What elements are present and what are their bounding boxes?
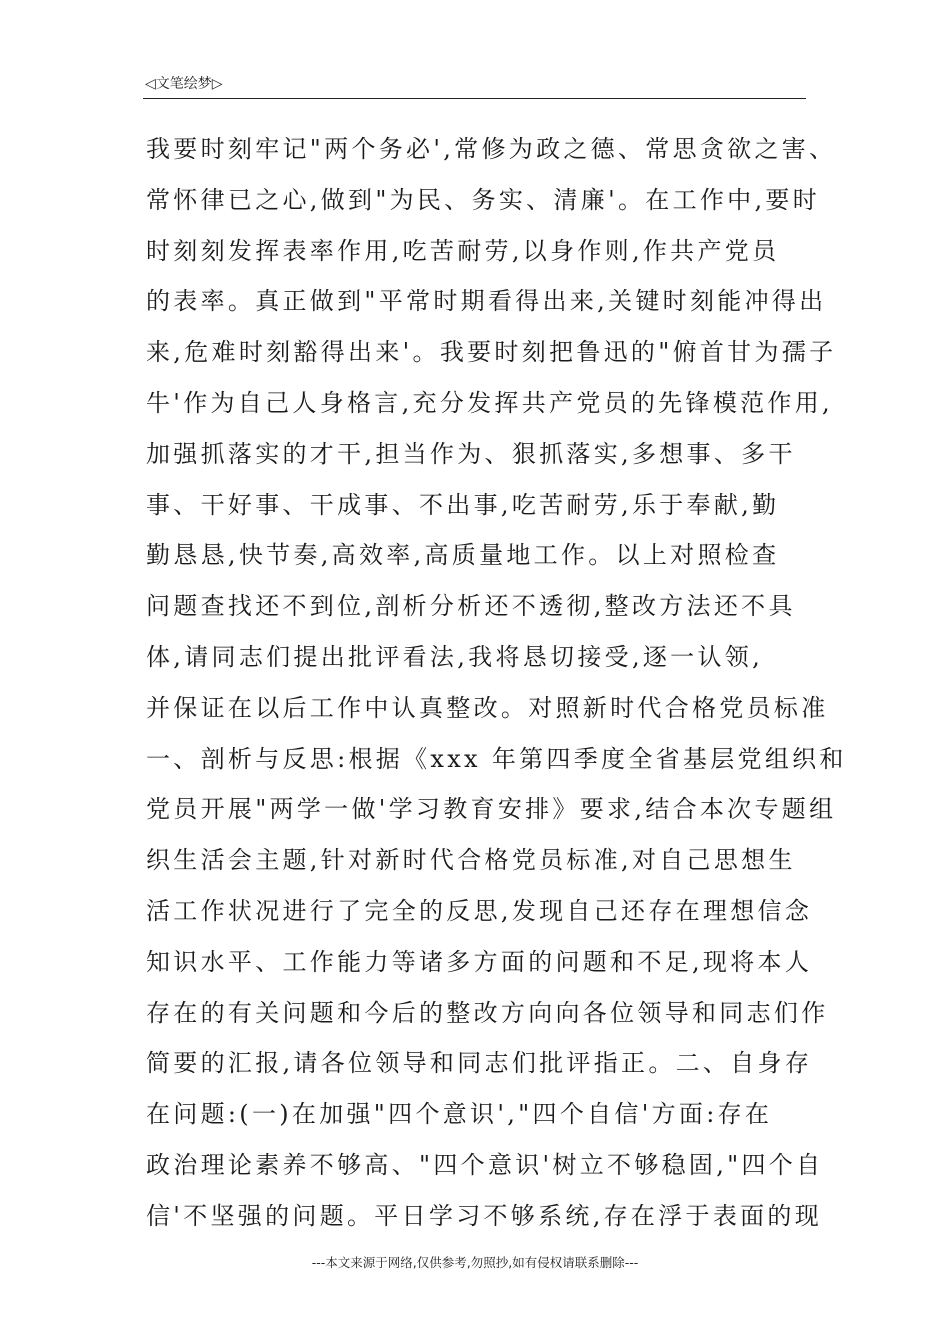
document-body xyxy=(146,132,847,1250)
text-line: 我要时刻牢记"两个务必',常修为政之德、常思贪欲之害、 xyxy=(146,135,837,163)
text-line: 来,危难时刻豁得出来'。我要时刻把鲁迅的"俯首甘为孺子 xyxy=(146,338,837,367)
text-line: 活工作状况进行了完全的反思,发现自己还存在理想信念 xyxy=(146,896,813,925)
text-line: 加强抓落实的才干,担当作为、狠抓落实,多想事、多干 xyxy=(146,439,796,468)
text-line: 时刻刻发挥表率作用,吃苦耐劳,以身作则,作共产党员 xyxy=(146,236,780,265)
text-line: 并保证在以后工作中认真整改。对照新时代合格党员标准 xyxy=(146,693,829,722)
text-line: 事、干好事、干成事、不出事,吃苦耐劳,乐于奉献,勤 xyxy=(146,490,780,519)
text-line: 问题查找还不到位,剖析分析还不透彻,整改方法还不具 xyxy=(146,592,796,621)
text-line: 牛'作为自己人身格言,充分发挥共产党员的先锋模范作用, xyxy=(146,388,833,417)
text-line: 一、剖析与反思:根据《xxx 年第四季度全省基层党组织和 xyxy=(146,744,847,773)
text-line: 勤恳恳,快节奏,高效率,高质量地工作。以上对照检查 xyxy=(146,541,780,570)
header-title: ◁文笔绘梦▷ xyxy=(145,76,223,92)
text-line: 党员开展"两学一做'学习教育安排》要求,结合本次专题组 xyxy=(146,795,837,824)
text-line: 简要的汇报,请各位领导和同志们批评指正。二、自身存 xyxy=(146,1049,813,1078)
text-line: 存在的有关问题和今后的整改方向向各位领导和同志们作 xyxy=(146,998,829,1027)
text-line: 在问题:(一)在加强"四个意识',"四个自信'方面:存在 xyxy=(146,1100,773,1129)
text-line: 常怀律已之心,做到"为民、务实、清廉'。在工作中,要时 xyxy=(146,185,820,214)
footer-disclaimer: ---本文来源于网络,仅供参考,勿照抄,如有侵权请联系删除--- xyxy=(311,1255,639,1270)
text-line: 知识水平、工作能力等诸多方面的问题和不足,现将本人 xyxy=(146,947,813,976)
text-line: 体,请同志们提出批评看法,我将恳切接受,逐一认领, xyxy=(146,642,764,671)
text-line: 政治理论素养不够高、"四个意识'树立不够稳固,"四个自 xyxy=(146,1150,824,1179)
text-line: 信'不坚强的问题。平日学习不够系统,存在浮于表面的现 xyxy=(146,1201,823,1230)
text-line: 的表率。真正做到"平常时期看得出来,关键时刻能冲得出 xyxy=(146,287,827,316)
text-line: 织生活会主题,针对新时代合格党员标准,对自己思想生 xyxy=(146,846,796,875)
page-header xyxy=(143,70,806,99)
